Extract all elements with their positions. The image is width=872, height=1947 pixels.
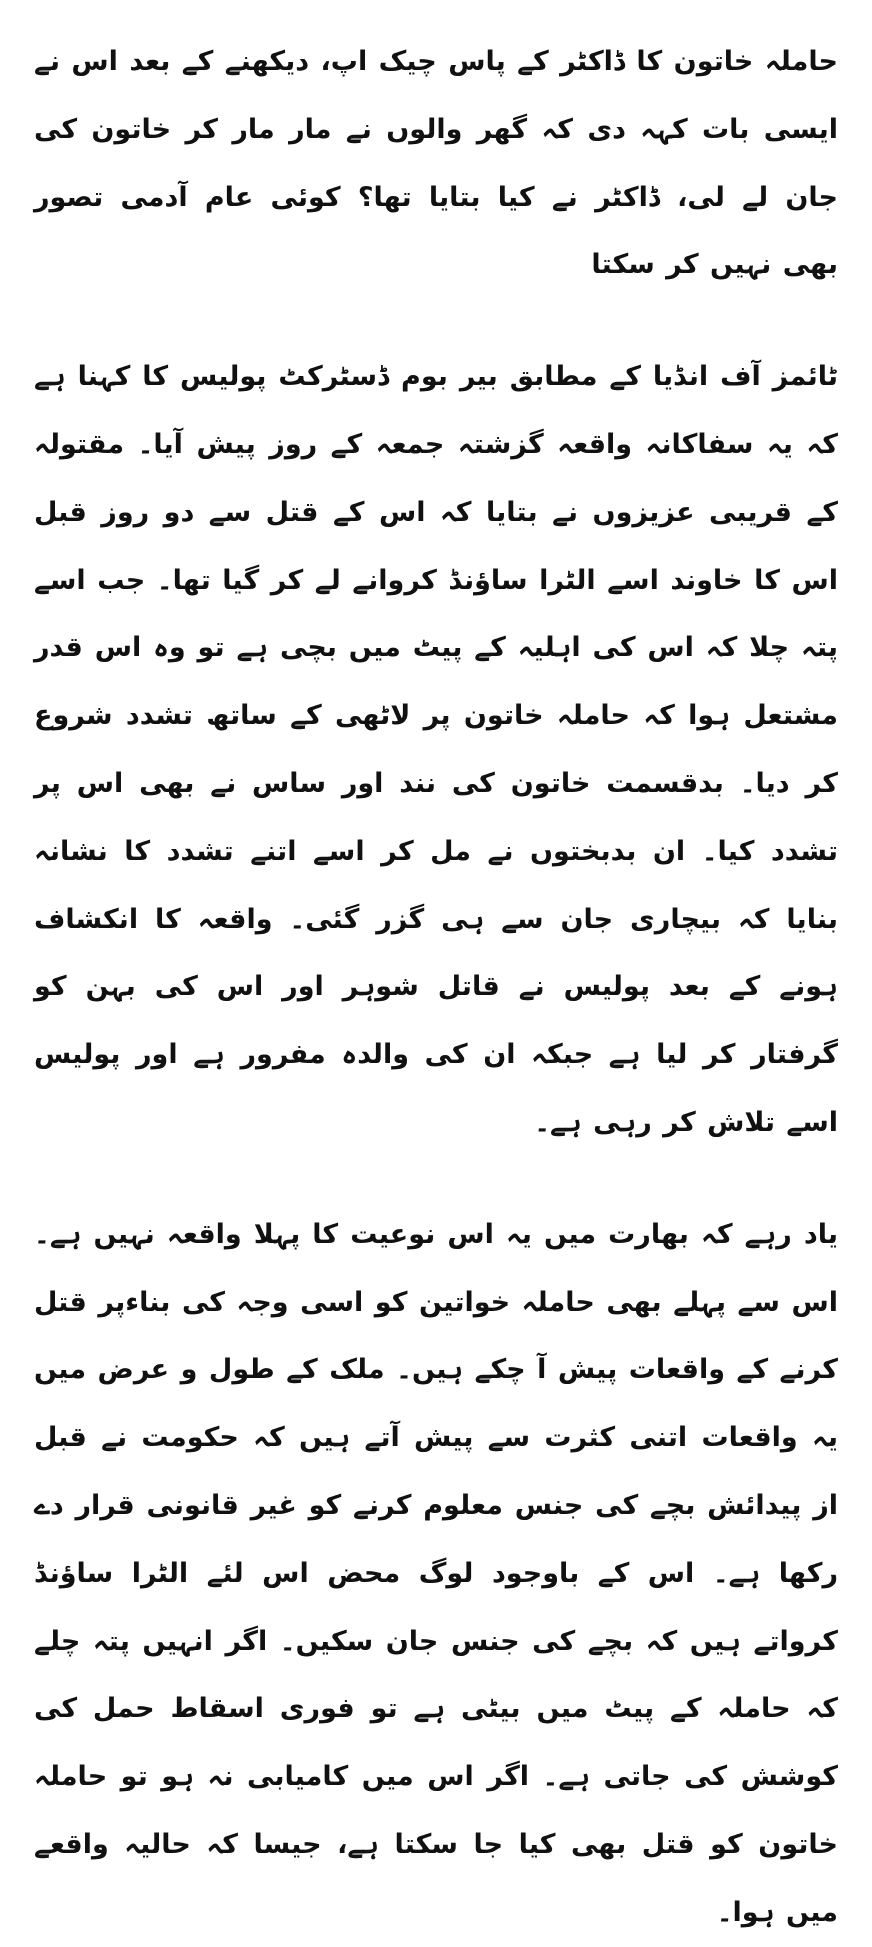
article-paragraph-1: حاملہ خاتون کا ڈاکٹر کے پاس چیک اپ، دیکھنے کے بعد اس نے ایسی بات کہہ دی کہ گھر والوں نے مار مار کر خاتون کی جان لے لی، ڈاکٹر نے کیا بتایا تھا؟ کوئی عام آدمی تصور بھی نہیں کر سکتا bbox=[34, 46, 838, 281]
article-body bbox=[34, 28, 838, 1947]
article-paragraph-2: ٹائمز آف انڈیا کے مطابق بیر بوم ڈسٹرکٹ پولیس کا کہنا ہے کہ یہ سفاکانہ واقعہ گزشتہ جمعہ کے روز پیش آیا۔ مقتولہ کے قریبی عزیزوں نے بتایا کہ اس کے قتل سے دو روز قبل اس کا خاوند اسے الٹرا ساﺅنڈ کروانے لے کر گیا تھا۔ جب اسے پتہ چلا کہ اس کی اہلیہ کے پیٹ میں بچی ہے تو وہ اس قدر مشتعل ہوا کہ حاملہ خاتون پر لاٹھی کے ساتھ تشدد شروع کر دیا۔ بدقسمت خاتون کی نند اور ساس نے بھی اس پر تشدد کیا۔ ان بدبختوں نے مل کر اسے اتنے تشدد کا نشانہ بنایا کہ بیچاری جان سے ہی گزر گئی۔ واقعہ کا انکشاف ہونے کے بعد پولیس نے قاتل شوہر اور اس کی بہن کو گرفتار کر لیا ہے جبکہ ان کی والدہ مفرور ہے اور پولیس اسے تلاش کر رہی ہے۔ bbox=[34, 361, 838, 1138]
article-paragraph-3: یاد رہے کہ بھارت میں یہ اس نوعیت کا پہلا واقعہ نہیں ہے۔ اس سے پہلے بھی حاملہ خواتین کو اسی وجہ کی بناءپر قتل کرنے کے واقعات پیش آ چکے ہیں۔ ملک کے طول و عرض میں یہ واقعات اتنی کثرت سے پیش آتے ہیں کہ حکومت نے قبل از پیدائش بچے کی جنس معلوم کرنے کو غیر قانونی قرار دے رکھا ہے۔ اس کے باوجود لوگ محض اس لئے الٹرا ساﺅنڈ کرواتے ہیں کہ بچے کی جنس جان سکیں۔ اگر انہیں پتہ چلے کہ حاملہ کے پیٹ میں بیٹی ہے تو فوری اسقاط حمل کی کوشش کی جاتی ہے۔ اگر اس میں کامیابی نہ ہو تو حاملہ خاتون کو قتل بھی کیا جا سکتا ہے، جیسا کہ حالیہ واقعے میں ہوا۔ bbox=[34, 1218, 838, 1928]
